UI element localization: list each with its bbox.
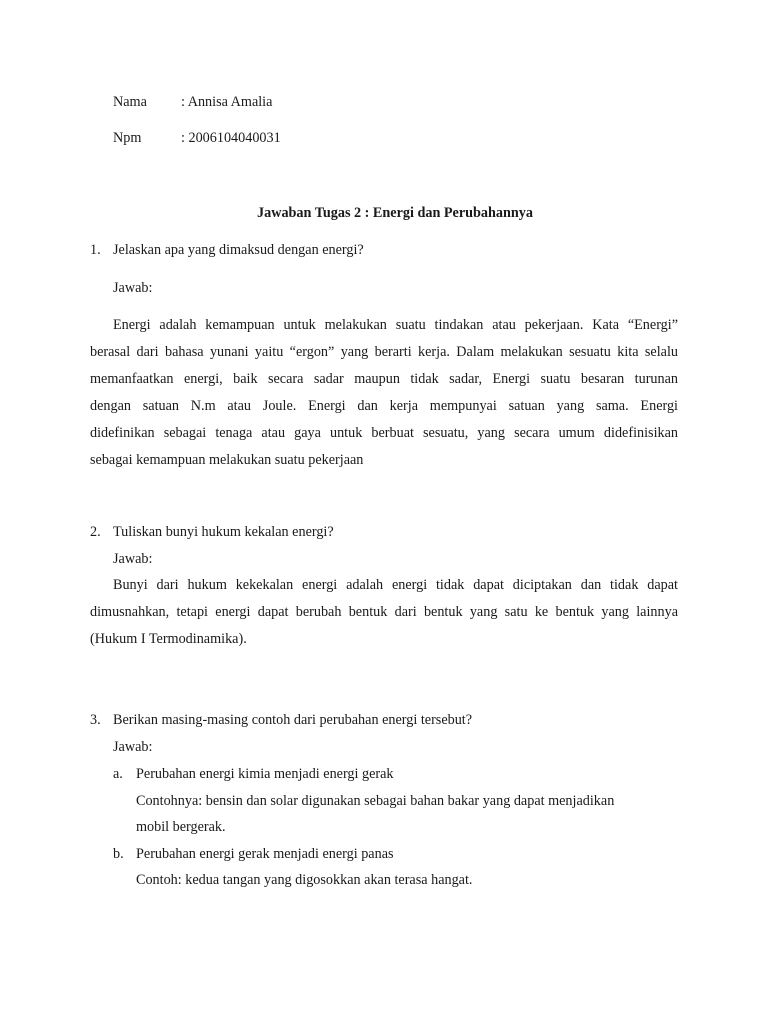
item-a-example-line: mobil bergerak. — [136, 819, 226, 835]
document-title: Jawaban Tugas 2 : Energi dan Perubahannya — [257, 205, 533, 221]
answer-line: sebagai kemampuan melakukan suatu pekerjaan — [90, 452, 364, 468]
question-2-text: Tuliskan bunyi hukum kekalan energi? — [113, 524, 334, 540]
question-2-number: 2. — [90, 524, 101, 540]
question-3-answer-label: Jawab: — [113, 739, 153, 755]
question-1-answer-label: Jawab: — [113, 280, 153, 296]
answer-line: dimusnahkan, tetapi energi dapat berubah bentuk dari bentuk yang satu ke bentuk yang lainnya — [90, 604, 678, 620]
answer-line: (Hukum I Termodinamika). — [90, 631, 247, 647]
name-value: : Annisa Amalia — [181, 94, 273, 110]
item-a-heading: Perubahan energi kimia menjadi energi gerak — [136, 766, 394, 782]
item-a-example-line: Contohnya: bensin dan solar digunakan sebagai bahan bakar yang dapat menjadikan — [136, 793, 615, 809]
question-2-answer-label: Jawab: — [113, 551, 153, 567]
question-3-text: Berikan masing-masing contoh dari perubahan energi tersebut? — [113, 712, 473, 728]
item-b-heading: Perubahan energi gerak menjadi energi panas — [136, 846, 394, 862]
question-1-answer — [90, 312, 678, 474]
name-label: Nama — [113, 94, 147, 110]
question-3-number: 3. — [90, 712, 101, 728]
question-1-text: Jelaskan apa yang dimaksud dengan energi? — [113, 242, 364, 258]
answer-line: berasal dari bahasa yunani yaitu “ergon” yang berarti kerja. Dalam melakukan sesuatu kita selalu — [90, 344, 678, 360]
item-b-example-line: Contoh: kedua tangan yang digosokkan akan terasa hangat. — [136, 872, 473, 888]
answer-line: Energi adalah kemampuan untuk melakukan suatu tindakan atau pekerjaan. Kata “Energi” — [113, 317, 678, 333]
item-a-letter: a. — [113, 766, 123, 782]
npm-value: : 2006104040031 — [181, 130, 281, 146]
answer-line: didefinikan sebagai tenaga atau gaya untuk berbuat sesuatu, yang secara umum didefinisikan — [90, 425, 678, 441]
answer-line: memanfaatkan energi, baik secara sadar maupun tidak sadar, Energi suatu besaran turunan — [90, 371, 678, 387]
item-b-letter: b. — [113, 846, 124, 862]
answer-line: Bunyi dari hukum kekekalan energi adalah energi tidak dapat diciptakan dan tidak dapat — [113, 577, 678, 593]
npm-label: Npm — [113, 130, 142, 146]
question-1-number: 1. — [90, 242, 101, 258]
answer-line: dengan satuan N.m atau Joule. Energi dan kerja mempunyai satuan yang sama. Energi — [90, 398, 678, 414]
question-2-answer — [90, 572, 678, 653]
